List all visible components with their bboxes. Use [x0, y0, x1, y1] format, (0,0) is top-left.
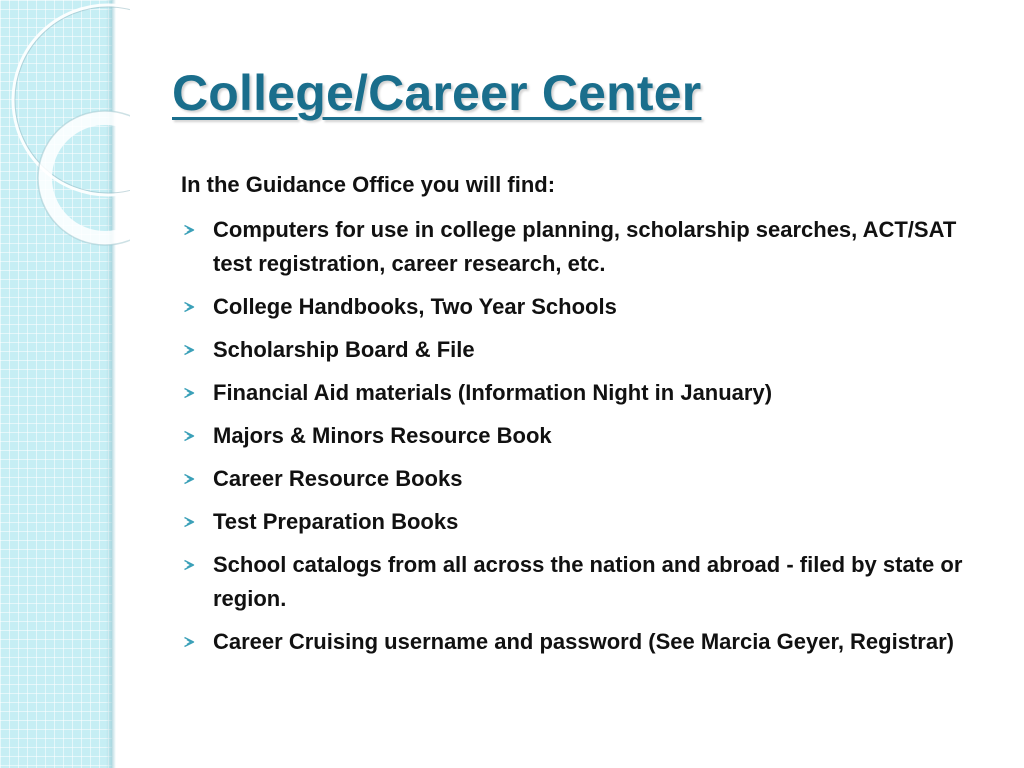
list-item — [181, 625, 1001, 659]
list-item — [181, 462, 1001, 496]
list-item-text: Computers for use in college planning, scholarship searches, ACT/SAT test registration, career research, etc. — [213, 217, 957, 276]
list-item — [181, 376, 1001, 410]
chevron-right-arrow-icon — [181, 376, 199, 410]
list-item — [181, 213, 1001, 281]
list-item — [181, 290, 1001, 324]
list-item-text: Career Cruising username and password (See Marcia Geyer, Registrar) — [213, 629, 954, 654]
list-item-text: Test Preparation Books — [213, 509, 459, 534]
list-item — [181, 333, 1001, 367]
list-item — [181, 548, 1001, 616]
chevron-right-arrow-icon — [181, 548, 199, 582]
chevron-right-arrow-icon — [181, 290, 199, 324]
list-item-text: Scholarship Board & File — [213, 337, 475, 362]
slide-content — [181, 170, 1001, 668]
large-ring-shadow — [15, 7, 130, 193]
resource-list — [181, 213, 1001, 659]
chevron-right-arrow-icon — [181, 625, 199, 659]
chevron-right-arrow-icon — [181, 462, 199, 496]
large-ring — [13, 5, 130, 195]
list-item-text: Financial Aid materials (Information Night in January) — [213, 380, 773, 405]
intro-text: In the Guidance Office you will find: — [181, 172, 556, 197]
decorative-circles — [0, 0, 130, 250]
chevron-right-arrow-icon — [181, 505, 199, 539]
list-item-text: School catalogs from all across the nation and abroad - filed by state or region. — [213, 552, 963, 611]
list-item-text: College Handbooks, Two Year Schools — [213, 294, 617, 319]
chevron-right-arrow-icon — [181, 213, 199, 247]
list-item — [181, 505, 1001, 539]
list-item-text: Career Resource Books — [213, 466, 463, 491]
chevron-right-arrow-icon — [181, 333, 199, 367]
list-item — [181, 419, 1001, 453]
chevron-right-arrow-icon — [181, 419, 199, 453]
list-item-text: Majors & Minors Resource Book — [213, 423, 552, 448]
slide-title: College/Career Center — [172, 65, 702, 121]
